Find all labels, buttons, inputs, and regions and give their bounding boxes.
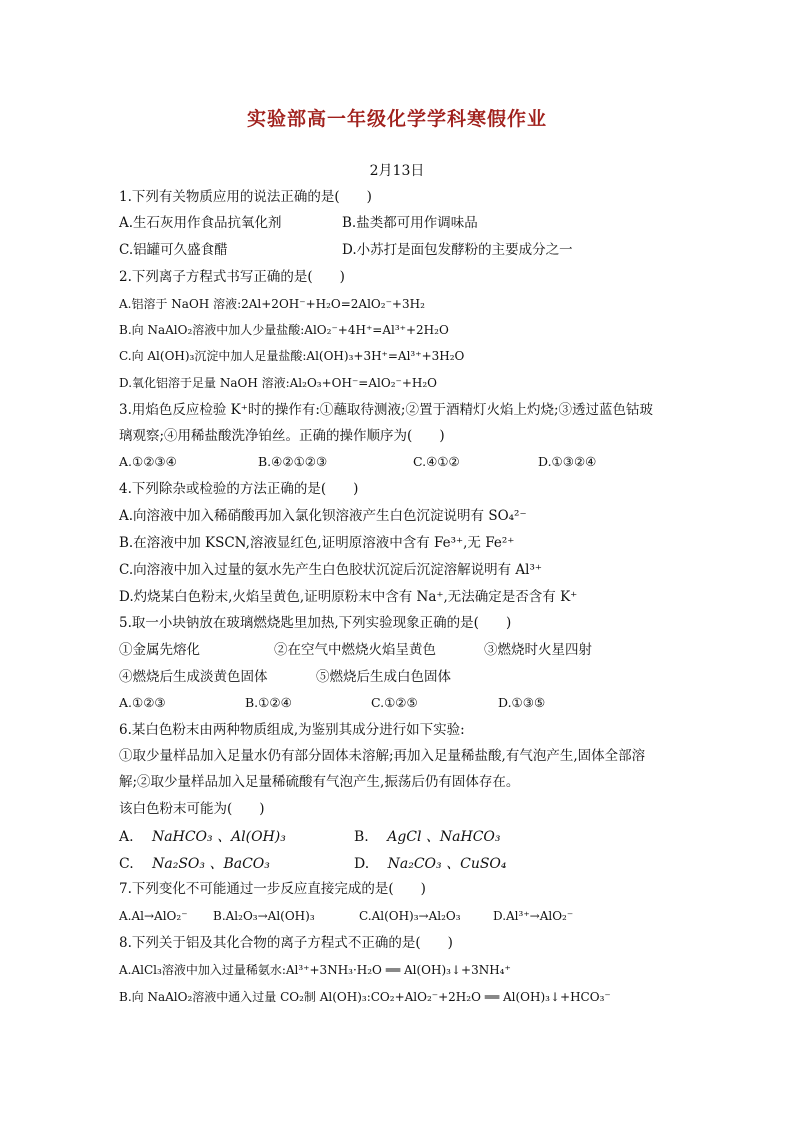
q3-stem-line2: 璃观察;④用稀盐酸洗净铂丝。正确的操作顺序为( )	[119, 428, 445, 444]
q6-option-d-label: D.	[354, 856, 370, 872]
q3-stem-line1: 3.用焰色反应检验 K⁺时的操作有:①蘸取待测液;②置于酒精灯火焰上灼烧;③透过蓝色钴玻	[119, 402, 654, 418]
q4-option-b: B.在溶液中加 KSCN,溶液显红色,证明原溶液中含有 Fe³⁺,无 Fe²⁺	[119, 535, 515, 551]
q7-option-a: A.Al→AlO₂⁻	[119, 909, 188, 923]
q7-option-b: B.Al₂O₃→Al(OH)₃	[213, 909, 315, 923]
q4-option-d: D.灼烧某白色粉末,火焰呈黄色,证明原粉末中含有 Na⁺,无法确定是否含有 K⁺	[119, 589, 578, 605]
q7-stem: 7.下列变化不可能通过一步反应直接完成的是( )	[119, 881, 426, 897]
date-heading: 2月13日	[369, 163, 425, 179]
q6-option-b-label: B.	[354, 829, 369, 845]
q1-stem: 1.下列有关物质应用的说法正确的是( )	[119, 189, 372, 205]
q8-option-a: A.AlCl₃溶液中加入过量稀氨水:Al³⁺+3NH₃·H₂O ══ Al(OH)₃↓+3NH₄⁺	[119, 963, 511, 977]
page-title: 实验部高一年级化学学科寒假作业	[246, 108, 547, 130]
q5-option-d: D.①③⑤	[498, 695, 546, 710]
q1-option-b: B.盐类都可用作调味品	[342, 215, 478, 231]
q5-option-b: B.①②④	[245, 695, 292, 710]
q5-option-a: A.①②③	[119, 695, 166, 710]
q6-experiment-line2: 解;②取少量样品加入足量稀硫酸有气泡产生,振荡后仍有固体存在。	[119, 774, 520, 790]
q3-option-b: B.④②①②③	[258, 454, 328, 469]
q6-option-b-text: AgCl 、NaHCO₃	[387, 829, 501, 845]
q6-option-d-text: Na₂CO₃ 、CuSO₄	[387, 856, 507, 872]
q6-option-c	[119, 853, 270, 873]
q6-stem: 6.某白色粉末由两种物质组成,为鉴别其成分进行如下实验:	[119, 722, 465, 738]
q2-option-d: D.氧化铝溶于足量 NaOH 溶液:Al₂O₃+OH⁻=AlO₂⁻+H₂O	[119, 376, 438, 390]
q6-option-b	[354, 826, 501, 846]
q7-option-c: C.Al(OH)₃→Al₂O₃	[359, 909, 461, 923]
q6-question: 该白色粉末可能为( )	[119, 801, 265, 817]
q6-option-c-text: Na₂SO₃ 、BaCO₃	[152, 856, 270, 872]
q2-option-c: C.向 Al(OH)₃沉淀中加人足量盐酸:Al(OH)₃+3H⁺=Al³⁺+3H₂O	[119, 349, 465, 363]
q6-option-a-text: NaHCO₃ 、Al(OH)₃	[152, 829, 286, 845]
q5-option-c: C.①②⑤	[371, 695, 418, 710]
q7-option-d: D.Al³⁺→AlO₂⁻	[493, 909, 574, 923]
q5-stem: 5.取一小块钠放在玻璃燃烧匙里加热,下列实验现象正确的是( )	[119, 615, 512, 631]
q6-option-c-label: C.	[119, 856, 134, 872]
q5-phenomenon-4: ④燃烧后生成淡黄色固体	[119, 669, 268, 685]
q3-option-c: C.④①②	[413, 454, 460, 469]
q5-phenomenon-3: ③燃烧时火星四射	[484, 642, 592, 658]
q4-stem: 4.下列除杂或检验的方法正确的是( )	[119, 481, 359, 497]
q2-option-a: A.铝溶于 NaOH 溶液:2Al+2OH⁻+H₂O=2AlO₂⁻+3H₂	[119, 297, 425, 311]
q5-phenomenon-2: ②在空气中燃烧火焰呈黄色	[274, 642, 436, 658]
q4-option-a: A.向溶液中加入稀硝酸再加入氯化钡溶液产生白色沉淀说明有 SO₄²⁻	[119, 508, 527, 524]
q6-option-a	[119, 826, 286, 846]
q8-option-b: B.向 NaAlO₂溶液中通入过量 CO₂制 Al(OH)₃:CO₂+AlO₂⁻+2H₂O ══ Al(OH)₃↓+HCO₃⁻	[119, 990, 611, 1004]
q3-option-d: D.①③②④	[538, 454, 597, 469]
q6-option-a-label: A.	[119, 829, 134, 845]
q1-option-a: A.生石灰用作食品抗氧化剂	[119, 215, 282, 231]
q5-phenomenon-1: ①金属先熔化	[119, 642, 200, 658]
q2-option-b: B.向 NaAlO₂溶液中加人少量盐酸:AlO₂⁻+4H⁺=Al³⁺+2H₂O	[119, 323, 449, 337]
q1-option-c: C.铝罐可久盛食醋	[119, 242, 228, 258]
q3-option-a: A.①②③④	[119, 454, 177, 469]
q2-stem: 2.下列离子方程式书写正确的是( )	[119, 269, 345, 285]
q8-stem: 8.下列关于铝及其化合物的离子方程式不正确的是( )	[119, 935, 453, 951]
q1-option-d: D.小苏打是面包发酵粉的主要成分之一	[342, 242, 573, 258]
q6-option-d	[354, 853, 507, 873]
q6-experiment-line1: ①取少量样品加入足量水仍有部分固体未溶解;再加入足量稀盐酸,有气泡产生,固体全部溶	[119, 748, 646, 764]
q4-option-c: C.向溶液中加入过量的氨水先产生白色胶状沉淀后沉淀溶解说明有 Al³⁺	[119, 562, 543, 578]
q5-phenomenon-5: ⑤燃烧后生成白色固体	[316, 669, 451, 685]
